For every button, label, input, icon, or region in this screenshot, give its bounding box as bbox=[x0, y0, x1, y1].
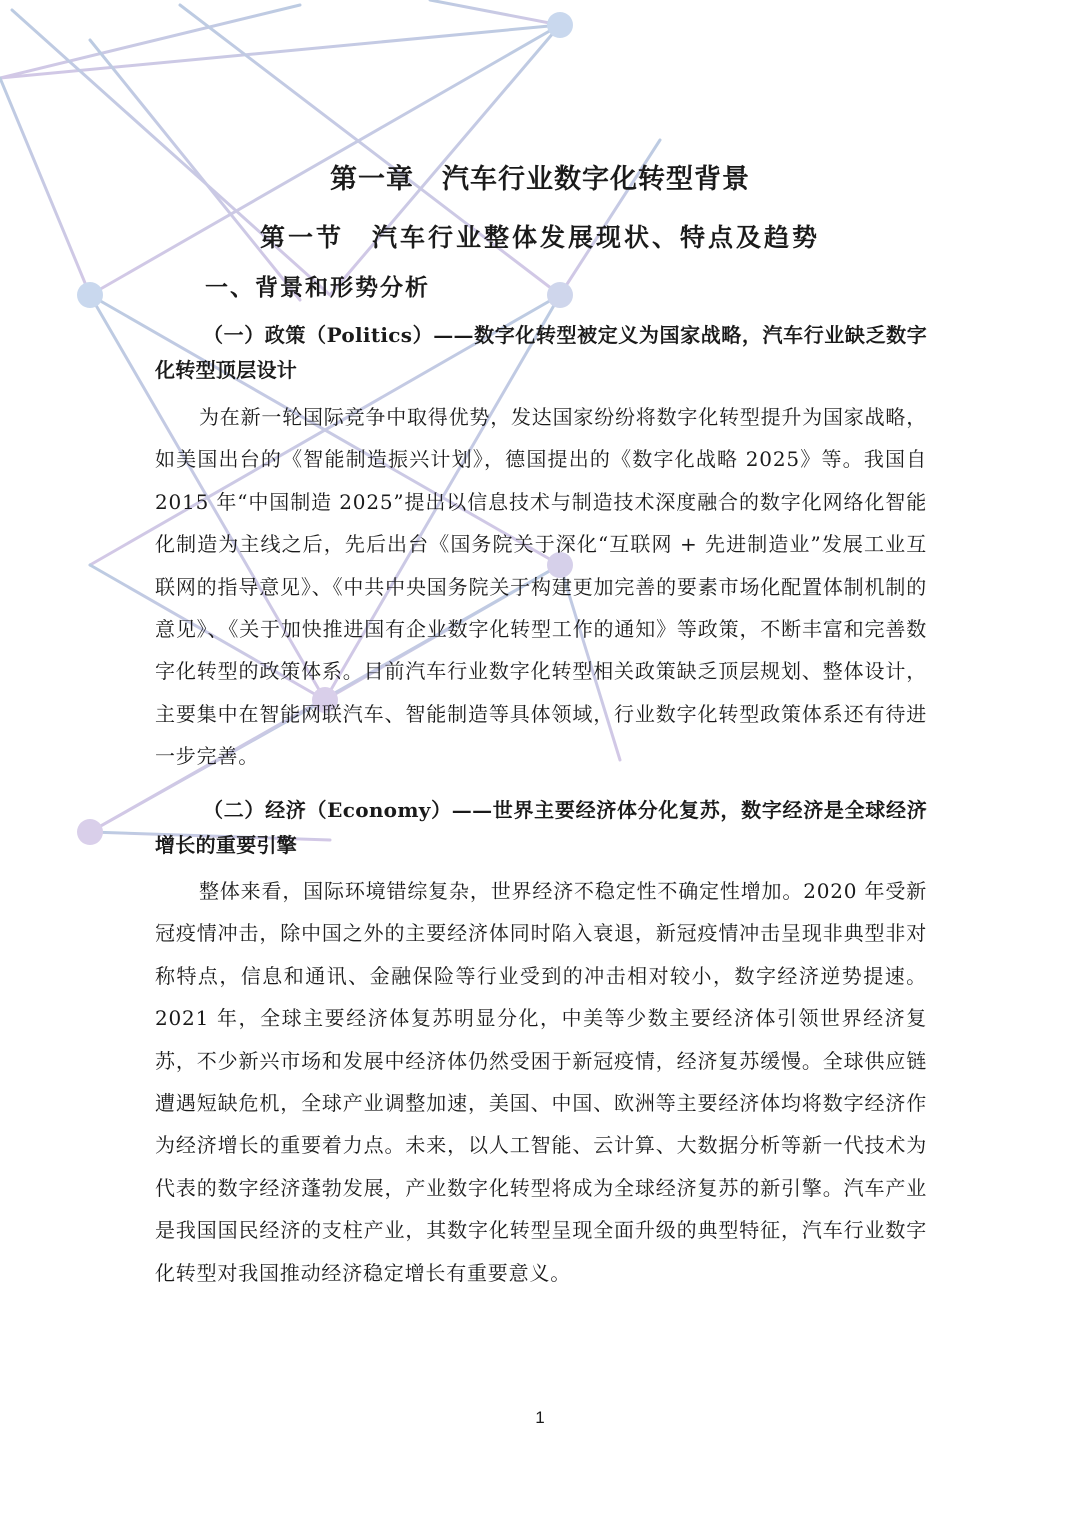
section-title bbox=[0, 216, 1080, 260]
section-name: 汽车行业整体发展现状、特点及趋势 bbox=[372, 223, 821, 252]
page-number: 1 bbox=[535, 1408, 545, 1427]
politics-heading: （一）政策（Politics）——数字化转型被定义为国家战略，汽车行业缺乏数字化转型顶层设计 bbox=[155, 323, 927, 382]
politics-body-paragraph: 为在新一轮国际竞争中取得优势，发达国家纷纷将数字化转型提升为国家战略，如美国出台的《智能制造振兴计划》，德国提出的《数字化战略 2025》等。我国自 2015 年“中国制造 2025”提出以信息技术与制造技术深度融合的数字化网络化智能化制造为主线之后，先后出台《国务院关于深化“互联网 + 先进制造业”发展工业互联网的指导意见》、《中共中央国务院关于构建更加完善的要素市场化配置体制机制的意见》、《关于加快推进国有企业数字化转型工作的通知》等政策，不断丰富和完善数字化转型的政策体系。目前汽车行业数字化转型相关政策缺乏顶层规划、整体设计，主要集中在智能网联汽车、智能制造等具体领域，行业数字化转型政策体系还有待进一步完善。 bbox=[155, 405, 927, 769]
economy-body-paragraph: 整体来看，国际环境错综复杂，世界经济不稳定性不确定性增加。2020 年受新冠疫情冲击，除中国之外的主要经济体同时陷入衰退，新冠疫情冲击呈现非典型非对称特点，信息和通讯、金融保险等行业受到的冲击相对较小，数字经济逆势提速。2021 年，全球主要经济体复苏明显分化，中美等少数主要经济体引领世界经济复苏，不少新兴市场和发展中经济体仍然受困于新冠疫情，经济复苏缓慢。全球供应链遭遇短缺危机，全球产业调整加速，美国、中国、欧洲等主要经济体均将数字经济作为经济增长的重要着力点。未来，以人工智能、云计算、大数据分析等新一代技术为代表的数字经济蓬勃发展，产业数字化转型将成为全球经济复苏的新引擎。汽车产业是我国国民经济的支柱产业，其数字化转型呈现全面升级的典型特征，汽车行业数字化转型对我国推动经济稳定增长有重要意义。 bbox=[155, 879, 927, 1285]
section-number: 第一节 bbox=[259, 223, 344, 252]
chapter-name: 汽车行业数字化转型背景 bbox=[442, 164, 750, 195]
chapter-title bbox=[0, 158, 1080, 202]
subheading-background-analysis: 一、背景和形势分析 bbox=[205, 275, 430, 301]
economy-heading: （二）经济（Economy）——世界主要经济体分化复苏，数字经济是全球经济增长的重要引擎 bbox=[155, 798, 927, 857]
chapter-number: 第一章 bbox=[330, 164, 414, 195]
